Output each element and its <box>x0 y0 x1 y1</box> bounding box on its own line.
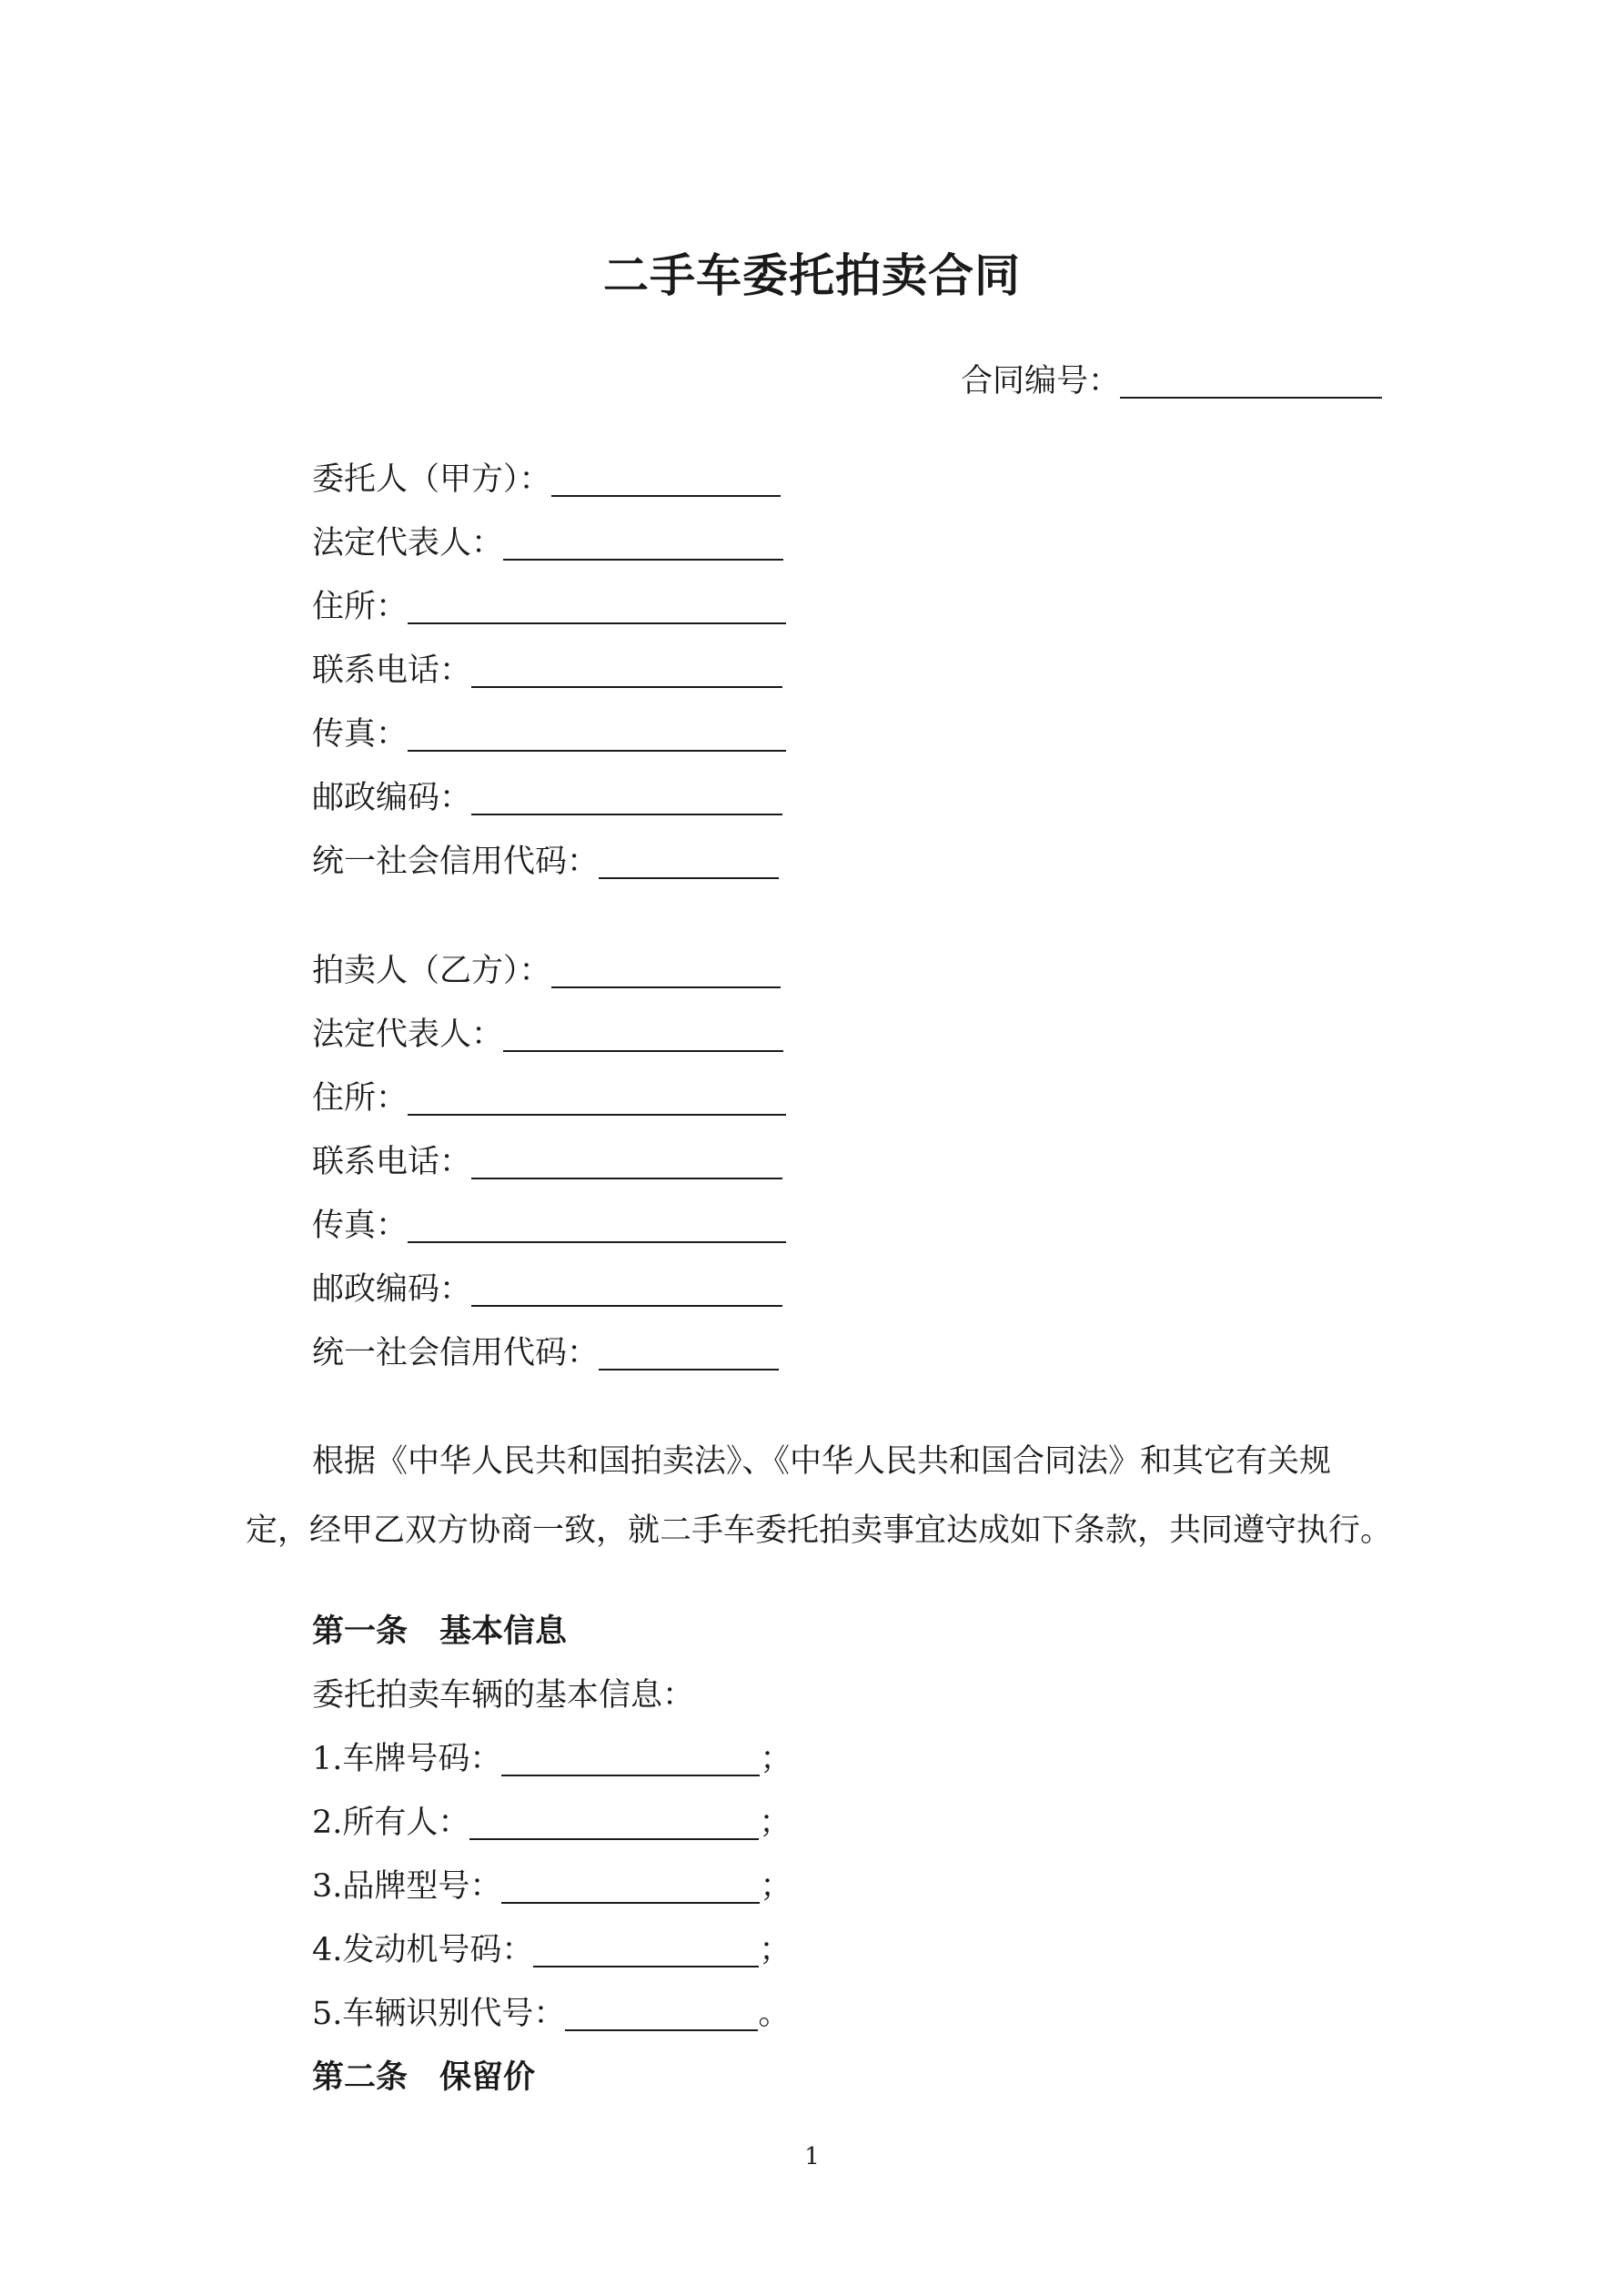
party-b-name-row <box>312 948 781 994</box>
party-a-fax-label: 传真： <box>312 716 409 753</box>
party-b-phone-label: 联系电话： <box>312 1144 472 1180</box>
page-number: 1 <box>804 2143 820 2170</box>
preamble-paragraph: 根据《中华人民共和国拍卖法》、《中华人民共和国合同法》和其它有关规定，经甲乙双方协商一致，就二手车委托拍卖事宜达成如下条款，共同遵守执行。 <box>246 1443 1393 1549</box>
party-b-fax-row <box>312 1203 786 1249</box>
contract-number-row <box>961 359 1382 404</box>
article-2-title: 保留价 <box>439 2058 536 2096</box>
party-a-postcode-label: 邮政编码： <box>312 780 472 816</box>
party-b-phone-blank[interactable] <box>471 1143 782 1179</box>
article-1-number: 第一条 <box>312 1613 409 1650</box>
party-a-phone-blank[interactable] <box>471 652 782 688</box>
vehicle-plate-end: ； <box>760 1741 792 1777</box>
vehicle-owner-blank[interactable] <box>469 1804 759 1840</box>
party-b-legal-rep-row <box>312 1012 783 1057</box>
party-a-legal-rep-blank[interactable] <box>503 524 783 561</box>
vehicle-engine-label: 4.发动机号码： <box>312 1932 534 1968</box>
vehicle-model-end: ； <box>760 1868 792 1905</box>
vehicle-owner-label: 2.所有人： <box>312 1805 470 1841</box>
vehicle-engine-blank[interactable] <box>533 1931 759 1967</box>
party-a-postcode-row <box>312 775 782 821</box>
party-b-fax-label: 传真： <box>312 1208 409 1244</box>
vehicle-engine-end: ； <box>759 1932 792 1968</box>
vehicle-owner-row <box>312 1800 791 1846</box>
vehicle-plate-label: 1.车牌号码： <box>312 1741 502 1777</box>
party-a-address-blank[interactable] <box>408 588 786 624</box>
party-b-legal-rep-blank[interactable] <box>503 1016 783 1052</box>
party-b-credit-code-label: 统一社会信用代码： <box>312 1335 600 1371</box>
party-a-legal-rep-row <box>312 521 783 566</box>
article-2-number: 第二条 <box>312 2058 409 2096</box>
party-a-credit-code-blank[interactable] <box>599 843 779 879</box>
party-a-phone-label: 联系电话： <box>312 652 472 689</box>
party-b-name-blank[interactable] <box>551 952 781 988</box>
contract-number-blank[interactable] <box>1120 362 1382 399</box>
party-a-credit-code-row <box>312 839 779 885</box>
party-b-postcode-row <box>312 1267 782 1312</box>
party-b-phone-row <box>312 1139 782 1185</box>
document-title: 二手车委托拍卖合同 <box>603 248 1021 302</box>
article-1-title: 基本信息 <box>439 1613 568 1650</box>
vehicle-model-label: 3.品牌型号： <box>312 1868 502 1905</box>
vehicle-plate-row <box>312 1736 792 1782</box>
party-a-fax-blank[interactable] <box>408 715 786 752</box>
party-a-name-blank[interactable] <box>551 460 781 497</box>
vehicle-model-blank[interactable] <box>501 1867 760 1904</box>
party-b-fax-blank[interactable] <box>408 1207 786 1243</box>
party-b-credit-code-row <box>312 1330 779 1376</box>
party-a-address-label: 住所： <box>312 589 409 625</box>
vehicle-engine-row <box>312 1927 791 1973</box>
party-a-credit-code-label: 统一社会信用代码： <box>312 844 600 880</box>
vehicle-model-row <box>312 1864 792 1909</box>
party-b-name-label: 拍卖人（乙方）： <box>312 953 551 989</box>
party-a-phone-row <box>312 648 782 693</box>
vehicle-vin-label: 5.车辆识别代号： <box>312 1996 566 2032</box>
party-a-fax-row <box>312 712 786 757</box>
vehicle-vin-row <box>312 1991 790 2037</box>
party-b-legal-rep-label: 法定代表人： <box>312 1017 504 1053</box>
party-b-postcode-blank[interactable] <box>471 1270 782 1307</box>
party-b-address-blank[interactable] <box>408 1079 786 1116</box>
party-a-legal-rep-label: 法定代表人： <box>312 525 504 561</box>
party-a-name-row <box>312 457 781 502</box>
party-a-postcode-blank[interactable] <box>471 779 782 815</box>
article-1-intro: 委托拍卖车辆的基本信息： <box>312 1677 695 1714</box>
vehicle-vin-end: 。 <box>758 1996 791 2032</box>
party-b-address-row <box>312 1076 786 1121</box>
article-2-heading <box>312 2055 535 2100</box>
article-1-heading <box>312 1609 567 1654</box>
party-b-credit-code-blank[interactable] <box>599 1334 779 1371</box>
vehicle-plate-blank[interactable] <box>501 1740 760 1776</box>
vehicle-vin-blank[interactable] <box>565 1995 758 2031</box>
party-a-name-label: 委托人（甲方）： <box>312 461 551 498</box>
party-a-address-row <box>312 584 786 630</box>
contract-number-label: 合同编号： <box>961 363 1121 400</box>
party-b-postcode-label: 邮政编码： <box>312 1271 472 1308</box>
vehicle-owner-end: ； <box>759 1805 792 1841</box>
party-b-address-label: 住所： <box>312 1080 409 1117</box>
